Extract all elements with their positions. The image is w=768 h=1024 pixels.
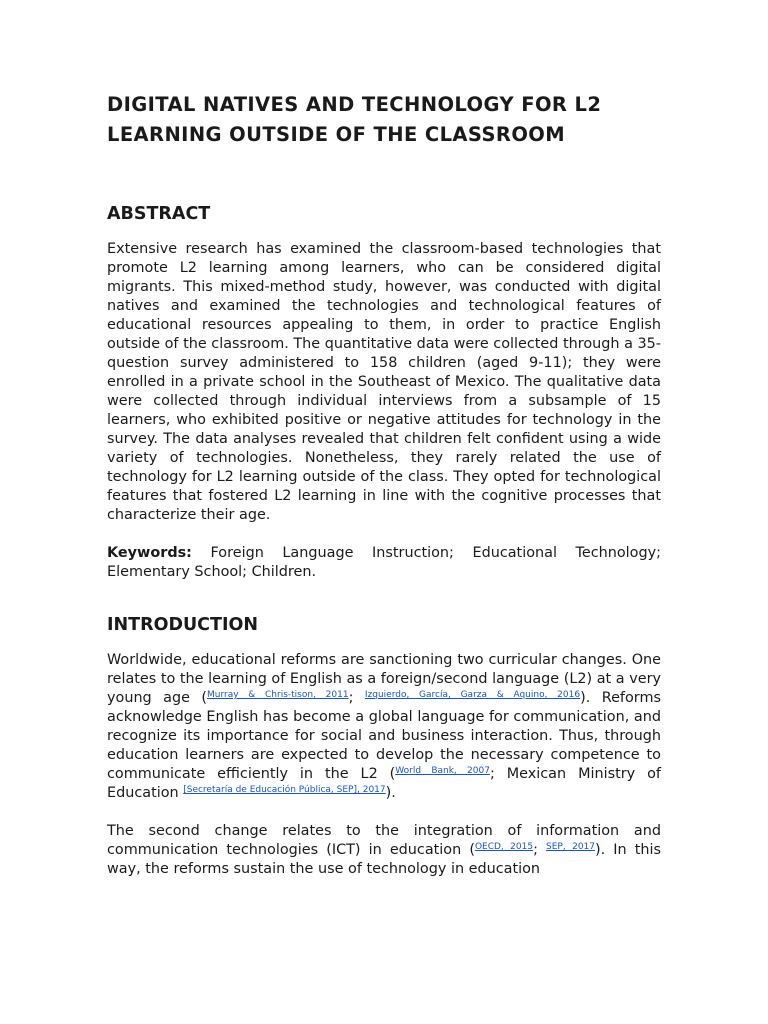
citation-link-murray[interactable]: Murray & Chris-tison, 2011 (207, 690, 349, 700)
introduction-heading: INTRODUCTION (107, 615, 258, 635)
intro-p1-text-2: ; (348, 690, 365, 706)
intro-p1-text-3: ). Reforms acknowledge English has become a global language for communication, and recognize its importance for social and business interaction. Thus, through education learners are expected to develop the necessary competence to communicate efficiently in the L2 ( (107, 690, 661, 782)
intro-paragraph-2 (107, 822, 661, 879)
intro-p2-text-1: The second change relates to the integration of information and communication technologies (ICT) in education ( (107, 823, 661, 858)
intro-p1-text-4: ; Mexican Ministry of Education (107, 766, 661, 801)
keywords-paragraph (107, 544, 661, 582)
paper-title: DIGITAL NATIVES AND TECHNOLOGY FOR L2 LEARNING OUTSIDE OF THE CLASSROOM (107, 93, 602, 146)
intro-p2-text-3: ). In this way, the reforms sustain the use of technology in education (107, 842, 661, 877)
citation-link-izquierdo[interactable]: Izquierdo, García, Garza & Aquino, 2016 (364, 690, 581, 700)
citation-link-sep-2017-a[interactable]: [Secretaría de Educación Pública, SEP], 2017 (183, 785, 386, 795)
keywords-text: Foreign Language Instruction; Educational Technology; Elementary School; Children. (107, 545, 661, 580)
citation-link-world-bank[interactable]: World Bank, 2007 (395, 766, 490, 776)
abstract-text: Extensive research has examined the classroom-based technologies that promote L2 learning among learners, who can be considered digital migrants. This mixed-method study, however, was conducted with digital natives and examined the technologies and technological features of educational resources appealing to them, in order to practice English outside of the classroom. The quantitative data were collected through a 35-question survey administered to 158 children (aged 9-11); they were enrolled in a private school in the Southeast of Mexico. The qualitative data were collected through individual interviews from a subsample of 15 learners, who exhibited positive or negative attitudes for technology in the survey. The data analyses revealed that children felt confident using a wide variety of technologies. Nonetheless, they rarely related the use of technology for L2 learning outside of the class. They opted for technological features that fostered L2 learning in line with the cognitive processes that characterize their age. (107, 241, 661, 523)
intro-paragraph-1 (107, 651, 661, 803)
intro-p1-text-5: ). (385, 785, 396, 801)
citation-link-sep-2017-b[interactable]: SEP, 2017 (546, 842, 595, 852)
intro-p2-text-2: ; (533, 842, 547, 858)
keywords-label: Keywords: (107, 545, 192, 561)
abstract-heading: ABSTRACT (107, 204, 211, 224)
citation-link-oecd[interactable]: OECD, 2015 (474, 842, 534, 852)
intro-p1-text-1: Worldwide, educational reforms are sanctioning two curricular changes. One relates to the learning of English as a foreign/second language (L2) at a very young age ( (107, 652, 661, 706)
